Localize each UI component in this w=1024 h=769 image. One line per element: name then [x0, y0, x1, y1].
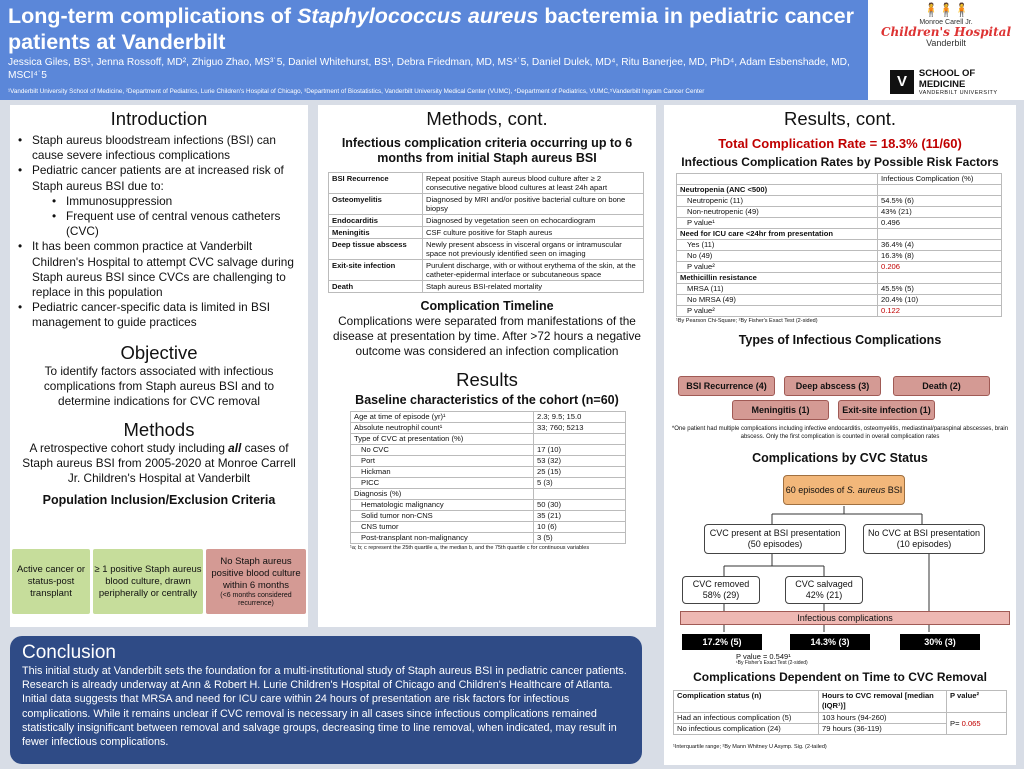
time-col-header: Hours to CVC removal [median (IQR¹)] — [819, 691, 947, 713]
hospital-line-1: Monroe Carell Jr. — [919, 19, 973, 26]
time-table — [673, 690, 1007, 735]
flow-node-cvc-removed — [682, 576, 760, 604]
risk-factor-row — [677, 273, 1002, 284]
baseline-row — [351, 456, 626, 467]
conclusion-panel — [10, 636, 642, 764]
p-value: P value = 0.549¹ — [736, 652, 791, 661]
methods-cont-title: Methods, cont. — [426, 108, 548, 129]
baseline-label: CNS tumor — [351, 522, 534, 533]
baseline-value: 35 (21) — [534, 511, 626, 522]
criteria-text: No Staph aureus positive blood culture within 6 months — [211, 555, 301, 591]
flow-text: (10 episodes) — [896, 539, 952, 549]
risk-factor-label: Neutropenia (ANC <500) — [677, 185, 878, 196]
criteria-definition: Diagnosed by MRI and/or positive bacterial culture on bone biopsy — [423, 194, 644, 215]
criteria-text: ≥ 1 positive Staph aureus blood culture, drawn peripherally or centrally — [94, 563, 202, 599]
criteria-table-title: Infectious complication criteria occurring up to 6 months from initial Staph aureus BSI — [341, 136, 633, 165]
time-title: Complications Dependent on Time to CVC Removal — [693, 670, 987, 684]
criteria-row — [329, 227, 644, 239]
criteria-name: Exit-site infection — [329, 260, 423, 281]
baseline-value: 2.3; 9.5; 15.0 — [534, 412, 626, 423]
baseline-value: 3 (5) — [534, 533, 626, 544]
flow-node-label — [784, 485, 904, 496]
risk-factor-label: No (49) — [677, 251, 878, 262]
flow-node-no-cvc — [863, 524, 985, 554]
baseline-label: Post-transplant non-malignancy — [351, 533, 534, 544]
criteria-name: Meningitis — [329, 227, 423, 239]
complication-type-pill: Meningitis (1) — [732, 400, 829, 420]
criteria-definition: CSF culture positive for Staph aureus — [423, 227, 644, 239]
title-part: Long-term complications of — [8, 4, 298, 28]
flow-text: No CVC at BSI presentation — [867, 528, 981, 538]
intro-bullet-text: Pediatric cancer patients are at increased risk of Staph aureus BSI due to: — [32, 163, 284, 193]
time-cell: 103 hours (94-260) — [819, 713, 947, 724]
flow-node-cvc-present — [704, 524, 846, 554]
time-col-header: Complication status (n) — [674, 691, 819, 713]
criteria-name: Deep tissue abscess — [329, 239, 423, 260]
baseline-label: Diagnosis (%) — [351, 489, 534, 500]
results-title: Results — [456, 369, 518, 390]
risk-factor-row — [677, 306, 1002, 317]
risk-factor-row — [677, 196, 1002, 207]
baseline-table — [350, 411, 626, 544]
baseline-label: Hickman — [351, 467, 534, 478]
baseline-row — [351, 489, 626, 500]
timeline-title: Complication Timeline — [420, 299, 554, 313]
flow-text: BSI — [885, 484, 903, 495]
school-line-2: VANDERBILT UNIVERSITY — [918, 90, 998, 96]
flow-node-all-episodes — [783, 475, 905, 505]
hospital-line-2: Children's Hospital — [881, 25, 1011, 39]
intro-bullet: • Staph aureus bloodstream infections (BSI) can cause severe infectious complications — [16, 133, 302, 163]
flow-text: 58% (29) — [702, 590, 740, 600]
cvc-status-title: Complications by CVC Status — [752, 451, 928, 465]
p-value-footnote: ¹By Fisher's Exact Test (2-sided) — [736, 660, 808, 666]
time-pvalue-cell — [947, 713, 1007, 735]
criteria-name: BSI Recurrence — [329, 173, 423, 194]
baseline-label: Solid tumor non-CNS — [351, 511, 534, 522]
baseline-row — [351, 423, 626, 434]
criteria-table-body — [329, 173, 644, 293]
criteria-text: Active cancer or status-post transplant — [16, 563, 86, 599]
baseline-value: 5 (3) — [534, 478, 626, 489]
risk-factor-row — [677, 251, 1002, 262]
rate-removed: 17.2% (5) — [682, 634, 762, 650]
baseline-row — [351, 522, 626, 533]
risk-factor-value — [878, 185, 1002, 196]
criteria-box-cancer — [12, 549, 90, 614]
risk-factor-label: Neutropenic (11) — [677, 196, 878, 207]
risk-factor-row — [677, 207, 1002, 218]
baseline-value: 50 (30) — [534, 500, 626, 511]
baseline-label: No CVC — [351, 445, 534, 456]
rate-salvaged: 14.3% (3) — [790, 634, 870, 650]
rate-no-cvc: 30% (3) — [900, 634, 980, 650]
risk-factor-label: P value² — [677, 262, 878, 273]
baseline-value: 25 (15) — [534, 467, 626, 478]
criteria-name: Death — [329, 281, 423, 293]
baseline-row — [351, 478, 626, 489]
criteria-definition: Repeat positive Staph aureus blood culture after ≥ 2 consecutive negative blood cultures at least 24h apart — [423, 173, 644, 194]
time-col-header: P value² — [947, 691, 1007, 713]
methods-text-part: A retrospective cohort study including — [29, 440, 229, 455]
complication-type-pill: Deep abscess (3) — [784, 376, 881, 396]
risk-factor-value: 0.122 — [878, 306, 1002, 317]
risk-factor-col-header: Infectious Complication (%) — [878, 174, 1002, 185]
criteria-small-text: (<6 months considered recurrence) — [220, 591, 292, 607]
baseline-label: Absolute neutrophil count¹ — [351, 423, 534, 434]
title-italic: Staphylococcus aureus — [297, 4, 539, 28]
conclusion-text: This initial study at Vanderbilt sets the foundation for a multi-institutional study of Staph aureus BSI in pediatric cancer patients. Research is already underway at Ann & Robert H. Lurie Children's Hospital of Chicago and Children's Healthcare of Atlanta. Initial data suggests that MRSA and need for ICU care within 24 hours of presentation are risk factors for infectious complications. While it remains unclear if CVC removal is necessary in all cases since infectious complications remained statistically insignificant between removal and salvage groups, decreasing time to line removal, when indicated, may result in fewer infectious complications. — [22, 665, 627, 749]
complication-type-pill: BSI Recurrence (4) — [678, 376, 775, 396]
time-cell: 79 hours (36-119) — [819, 724, 947, 735]
criteria-table — [328, 172, 644, 293]
risk-factor-row — [677, 295, 1002, 306]
risk-factor-value: 36.4% (4) — [878, 240, 1002, 251]
risk-factor-value: 16.3% (8) — [878, 251, 1002, 262]
risk-factor-value — [878, 273, 1002, 284]
time-p-value: 0.065 — [961, 718, 981, 728]
risk-factor-value: 0.496 — [878, 218, 1002, 229]
affiliations: ¹Vanderbilt University School of Medicine, ²Department of Pediatrics, Lurie Children's Hospital of Chicago, ³Department of Biostatistics, Vanderbilt University Medical Center (VUMC), ⁴Department of Pediatrics, VUMC,⁵Vanderbilt Ingram Cancer Center — [8, 88, 705, 95]
baseline-row — [351, 412, 626, 423]
criteria-name: Endocarditis — [329, 215, 423, 227]
criteria-title: Population Inclusion/Exclusion Criteria — [42, 492, 276, 507]
intro-list — [16, 133, 302, 331]
baseline-label: Hematologic malignancy — [351, 500, 534, 511]
school-line-1: SCHOOL OF MEDICINE — [918, 68, 976, 90]
risk-factor-row — [677, 284, 1002, 295]
criteria-row — [329, 281, 644, 293]
risk-factor-footnote: ¹By Pearson Chi-Square; ²By Fisher's Exact Test (2-sided) — [676, 318, 818, 324]
criteria-definition: Newly present abscess in visceral organs or intramuscular space not previously identified seen on imaging — [423, 239, 644, 260]
conclusion-title: Conclusion — [22, 642, 116, 663]
baseline-row — [351, 511, 626, 522]
risk-factor-label: P value² — [677, 306, 878, 317]
flow-text: CVC removed — [692, 579, 750, 589]
risk-factor-row — [677, 229, 1002, 240]
baseline-value — [534, 434, 626, 445]
kids-figures-icon: 🧍🧍🧍 — [923, 2, 969, 17]
baseline-row — [351, 467, 626, 478]
time-footnote: ¹Interquartile range; ²By Mann Whitney U Asymp. Sig. (2-tailed) — [673, 744, 827, 750]
criteria-row — [329, 173, 644, 194]
risk-factor-table — [676, 173, 1002, 317]
methods-title: Methods — [123, 418, 195, 440]
criteria-row — [329, 215, 644, 227]
intro-bullet: • Pediatric cancer-specific data is limited in BSI management to guide practices — [16, 300, 302, 330]
intro-subbullet: • Immunosuppression — [52, 194, 302, 209]
total-complication-rate: Total Complication Rate = 18.3% (11/60) — [718, 136, 962, 151]
risk-factor-label: No MRSA (49) — [677, 295, 878, 306]
intro-bullet: • It has been common practice at Vanderbilt Children's Hospital to attempt CVC salvage during Staph aureus BSI since CVCs are challenging to replace in this population — [16, 239, 302, 300]
baseline-footnote: ¹a; b; c represent the 25th quartile a, the median b, and the 75th quartile c for continuous variables — [350, 545, 590, 551]
hospital-line-3: Vanderbilt — [926, 38, 966, 48]
infectious-complications-bar: Infectious complications — [680, 611, 1010, 625]
flow-text: CVC present at BSI presentation — [709, 528, 841, 538]
risk-factor-row — [677, 240, 1002, 251]
risk-factor-label: Need for ICU care <24hr from presentation — [677, 229, 878, 240]
baseline-value — [534, 489, 626, 500]
risk-factor-row — [677, 185, 1002, 196]
risk-factor-header — [677, 174, 1002, 185]
objective-title: Objective — [120, 341, 198, 363]
risk-factor-value: 54.5% (6) — [878, 196, 1002, 207]
intro-title: Introduction — [110, 108, 208, 129]
baseline-row — [351, 500, 626, 511]
vanderbilt-v-icon: V — [890, 70, 914, 94]
flow-text: CVC salvaged — [795, 579, 853, 589]
baseline-row — [351, 434, 626, 445]
criteria-definition: Purulent discharge, with or without erythema of the skin, at the catheter-epidermal interface or subcutaneous space — [423, 260, 644, 281]
risk-factor-value: 45.5% (5) — [878, 284, 1002, 295]
risk-factor-value — [878, 229, 1002, 240]
intro-sublist — [52, 194, 302, 240]
risk-factor-label: Non-neutropenic (49) — [677, 207, 878, 218]
risk-factor-row — [677, 262, 1002, 273]
baseline-label: Type of CVC at presentation (%) — [351, 434, 534, 445]
risk-factor-header-blank — [677, 174, 878, 185]
time-cell: Had an infectious complication (5) — [674, 713, 819, 724]
criteria-row — [329, 194, 644, 215]
risk-factor-label: Methicillin resistance — [677, 273, 878, 284]
flow-text-italic: S. aureus — [846, 484, 886, 495]
intro-subbullet: • Frequent use of central venous catheters (CVC) — [52, 209, 302, 239]
risk-factor-label: MRSA (11) — [677, 284, 878, 295]
criteria-box-culture — [93, 549, 203, 614]
complication-type-pill: Death (2) — [893, 376, 990, 396]
types-note: *One patient had multiple complications including infective endocarditis, osteomyelitis, mediastinal/paraspinal abscesses, brain abscess. Only the first complication is counted in overall complication rates — [671, 426, 1009, 440]
baseline-label: Age at time of episode (yr)¹ — [351, 412, 534, 423]
baseline-value: 53 (32) — [534, 456, 626, 467]
baseline-value: 17 (10) — [534, 445, 626, 456]
results-cont-title: Results, cont. — [783, 108, 897, 129]
time-p-label: P= — [950, 718, 962, 728]
authors: Jessica Giles, BS¹, Jenna Rossoff, MD², Zhiguo Zhao, MS³˙5, Daniel Whitehurst, BS¹, Debra Friedman, MD, MS⁴˙5, Daniel Dulek, MD⁴, Ritu Banerjee, MD, PhD⁴, Adam Esbenshade, MD, MSCI⁴˙5 — [8, 57, 850, 81]
criteria-row — [329, 239, 644, 260]
criteria-definition: Staph aureus BSI-related mortality — [423, 281, 644, 293]
title-part: bacteremia in pediatric cancer patients at Vanderbilt — [8, 4, 854, 54]
risk-factor-value: 0.206 — [878, 262, 1002, 273]
methods-text-emphasis: all — [228, 440, 242, 455]
time-cell: No infectious complication (24) — [674, 724, 819, 735]
baseline-row — [351, 445, 626, 456]
risk-factor-title: Infectious Complication Rates by Possible Risk Factors — [681, 155, 999, 169]
baseline-table-body — [351, 412, 626, 544]
criteria-definition: Diagnosed by vegetation seen on echocardiogram — [423, 215, 644, 227]
risk-factor-value: 43% (21) — [878, 207, 1002, 218]
types-title: Types of Infectious Complications — [738, 333, 942, 347]
flow-text: (50 episodes) — [747, 539, 803, 549]
time-table-row — [674, 713, 1007, 724]
methods-text-part: cases of Staph aureus BSI from 2005-2020 at Monroe Carrell Jr. Children's Hospital at Vanderbilt — [22, 440, 296, 485]
school-of-medicine-logo — [890, 68, 1024, 96]
risk-factor-row — [677, 218, 1002, 229]
flow-text: 60 episodes of — [785, 484, 847, 495]
methods-text — [16, 441, 302, 486]
criteria-name: Osteomyelitis — [329, 194, 423, 215]
poster-title — [8, 3, 868, 55]
baseline-label: PICC — [351, 478, 534, 489]
poster-header — [0, 0, 1024, 100]
criteria-box-exclusion — [206, 549, 306, 614]
baseline-label: Port — [351, 456, 534, 467]
baseline-row — [351, 533, 626, 544]
risk-factor-label: Yes (11) — [677, 240, 878, 251]
risk-factor-label: P value¹ — [677, 218, 878, 229]
intro-bullet — [16, 163, 302, 239]
time-table-header — [674, 691, 1007, 713]
flow-text: 42% (21) — [805, 590, 843, 600]
baseline-table-title: Baseline characteristics of the cohort (n=60) — [355, 393, 619, 407]
timeline-text: Complications were separated from manifestations of the disease at presentation by time. After >72 hours a negative outcome was considered an infection complication — [333, 314, 641, 358]
criteria-row — [329, 260, 644, 281]
objective-text: To identify factors associated with infectious complications from Staph aureus BSI and to determine indications for CVC removal — [43, 363, 275, 408]
flow-node-cvc-salvaged — [785, 576, 863, 604]
risk-factor-table-body — [677, 174, 1002, 317]
complication-type-pill: Exit-site infection (1) — [838, 400, 935, 420]
baseline-value: 10 (6) — [534, 522, 626, 533]
childrens-hospital-logo — [868, 2, 1024, 48]
baseline-value: 33; 760; 5213 — [534, 423, 626, 434]
logo-box — [868, 0, 1024, 100]
middle-column — [318, 105, 656, 627]
risk-factor-value: 20.4% (10) — [878, 295, 1002, 306]
